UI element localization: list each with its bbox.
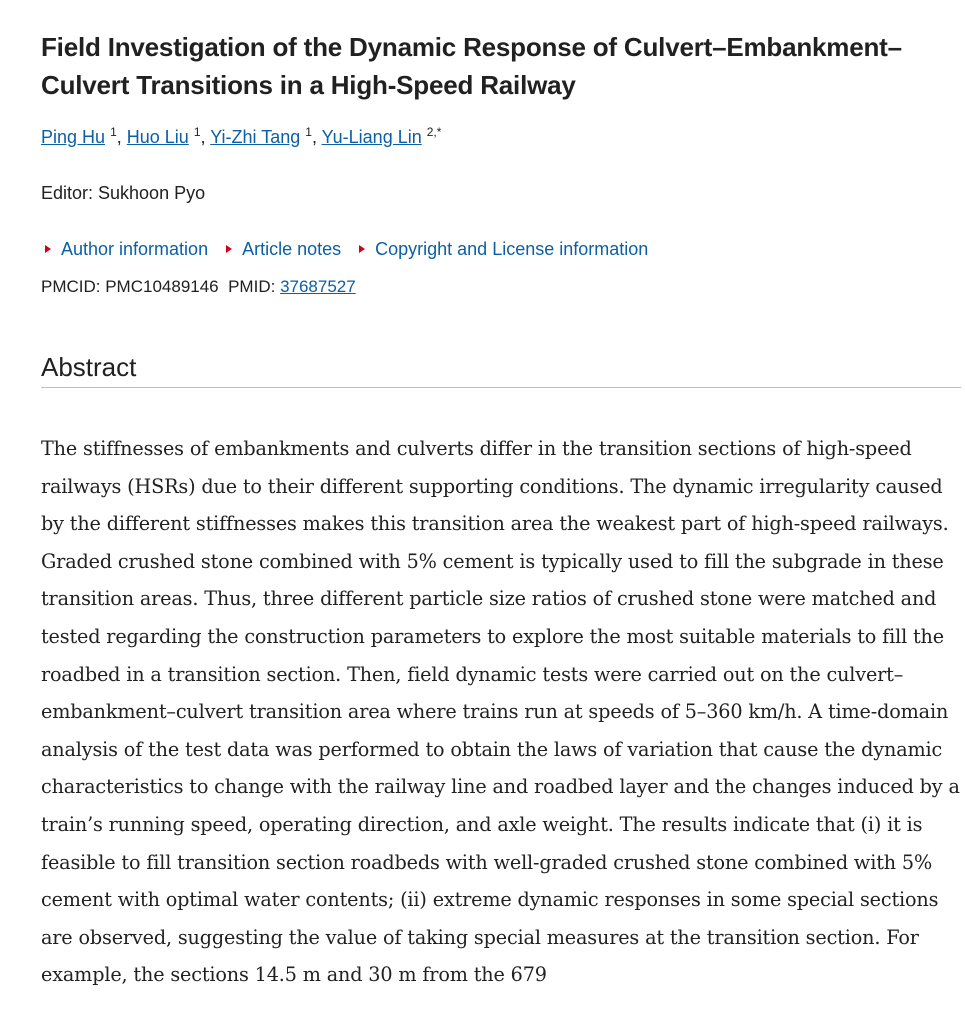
- article-notes-label: Article notes: [242, 239, 342, 259]
- article-identifiers: [41, 275, 961, 299]
- article-notes-toggle[interactable]: [222, 237, 341, 261]
- editor-line: Editor: Sukhoon Pyo: [41, 183, 206, 203]
- copyright-license-label: Copyright and License information: [375, 239, 649, 259]
- author-link-3[interactable]: Yi-Zhi Tang: [210, 127, 301, 147]
- expand-triangle-icon: [45, 245, 51, 253]
- author-link-2[interactable]: Huo Liu: [126, 127, 189, 147]
- author-affiliation-4: 2,*: [426, 125, 442, 139]
- article-title: Field Investigation of the Dynamic Response of Culvert–Embankment–Culvert Transitions in a High-Speed Railway: [41, 32, 902, 100]
- expand-triangle-icon: [226, 245, 232, 253]
- author-affiliation-2: 1: [193, 125, 201, 139]
- author-link-4[interactable]: Yu-Liang Lin: [321, 127, 422, 147]
- article-notes-bar: [41, 237, 961, 261]
- article-page: [41, 28, 961, 1013]
- copyright-license-toggle[interactable]: [355, 237, 648, 261]
- author-information-label: Author information: [61, 239, 209, 259]
- author-affiliation-1: 1: [110, 125, 117, 139]
- abstract-heading: Abstract: [41, 351, 961, 388]
- abstract-paragraph: The stiffnesses of embankments and culverts differ in the transition sections of high-speed railways (HSRs) due to their different supporting conditions. The dynamic irregularity caused by the different stiffnesses makes this transition area the weakest part of high-speed railways. Graded crushed stone combined with 5% cement is typically used to fill the subgrade in these transition areas. Thus, three different particle size ratios of crushed stone were matched and tested regarding the construction parameters to explore the most suitable materials to fill the roadbed in a transition section. Then, field dynamic tests were carried out on the culvert–embankment–culvert transition area where trains run at speeds of 5–360 km/h. A time-domain analysis of the test data was performed to obtain the laws of variation that cause the dynamic characteristics to change with the railway line and roadbed layer and the changes induced by a train’s running speed, operating direction, and axle weight. The results indicate that (i) it is feasible to fill transition section roadbeds with well-graded crushed stone combined with 5% cement with optimal water contents; (ii) extreme dynamic responses in some special sections are observed, suggesting the value of taking special measures at the transition section. For example, the sections 14.5 m and 30 m from the 679: [41, 437, 960, 987]
- author-list: Ping Hu $^1$, Huo Liu $^1$, Yi-Zhi Tang $^1$, Yu-Liang Lin $^{2,*}$: [41, 125, 442, 147]
- pmid-label: PMID:: [228, 277, 276, 296]
- author-affiliation-3: 1: [305, 125, 312, 139]
- pmid-link[interactable]: 37687527: [280, 277, 356, 296]
- author-information-toggle[interactable]: [41, 237, 208, 261]
- author-link-1[interactable]: Ping Hu: [41, 127, 106, 147]
- pmcid-text: PMCID: PMC10489146: [41, 277, 219, 296]
- expand-triangle-icon: [359, 245, 365, 253]
